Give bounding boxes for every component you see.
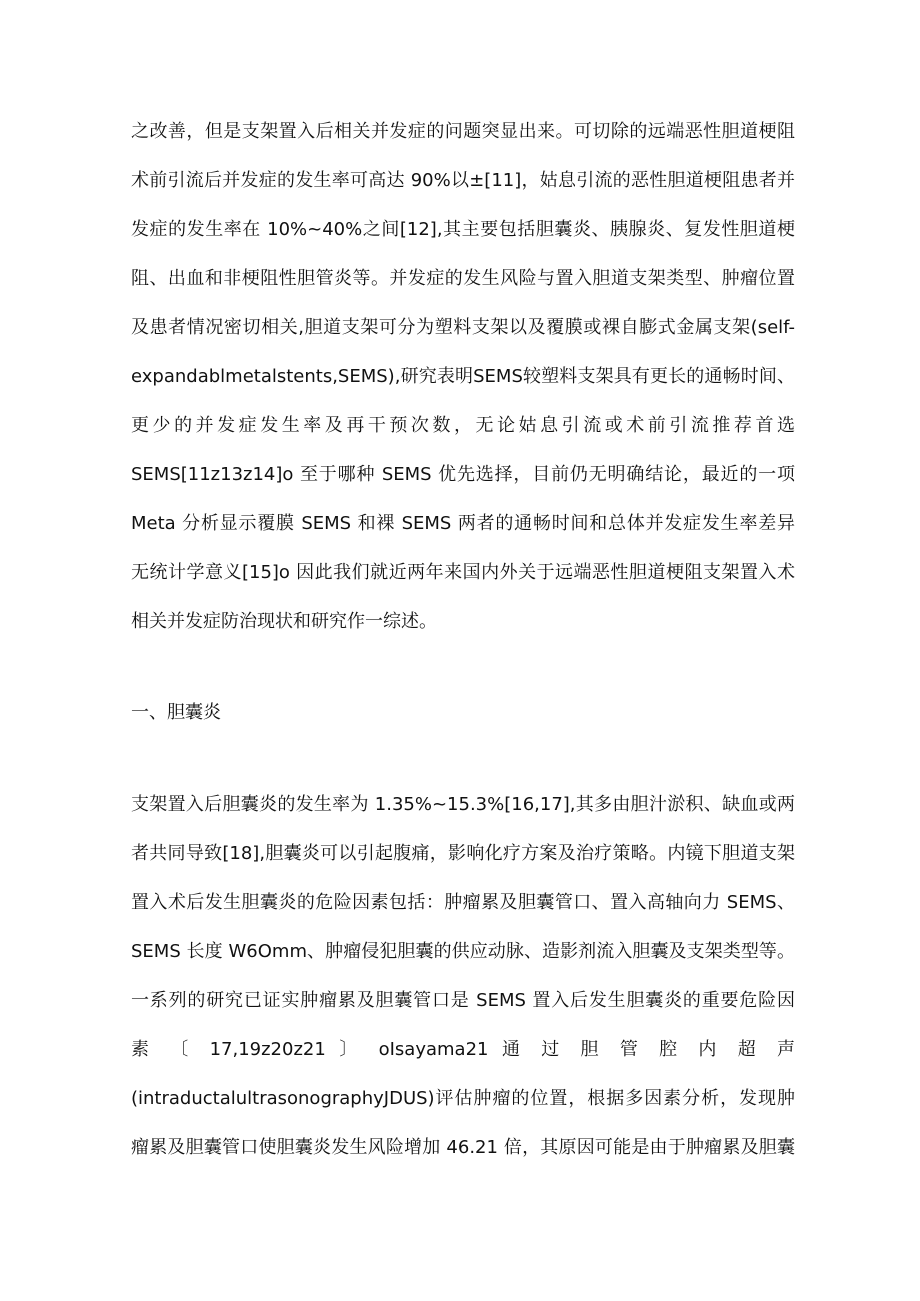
text-line: 无统计学意义[15]o 因此我们就近两年来国内外关于远端恶性胆道梗阻支架置入术 [131,562,795,583]
text-line: SEMS[11z13z14]o 至于哪种 SEMS 优先选择，目前仍无明确结论，最近的一项 [131,464,795,485]
text-line: 阻、出血和非梗阻性胆管炎等。并发症的发生风险与置入胆道支架类型、肿瘤位置 [131,268,795,289]
text-line: (intraductalultrasonographyJDUS)评估肿瘤的位置，根据多因素分析，发现肿 [131,1088,795,1109]
text-line: 者共同导致[18],胆囊炎可以引起腹痛，影响化疗方案及治疗策略。内镜下胆道支架 [131,843,795,864]
text-line: 术前引流后并发症的发生率可高达 90%以±[11]，姑息引流的恶性胆道梗阻患者并 [131,170,795,191]
text-line: 支架置入后胆囊炎的发生率为 1.35%~15.3%[16,17],其多由胆汁淤积、缺血或两 [131,794,795,815]
text-line: 一系列的研究已证实肿瘤累及胆囊管口是 SEMS 置入后发生胆囊炎的重要危险因 [131,990,795,1011]
text-line: expandablmetalstents,SEMS),研究表明SEMS较塑料支架具有更长的通畅时间、 [131,366,795,387]
text-line: 素 〔 17,19z20z21 〕 oIsayama21 通 过 胆 管 腔 内 超 声 [131,1039,795,1060]
text-line: 及患者情况密切相关,胆道支架可分为塑料支架以及覆膜或裸自膨式金属支架(self- [131,317,795,338]
section-heading: 一、胆囊炎 [131,702,221,723]
text-line: 之改善，但是支架置入后相关并发症的问题突显出来。可切除的远端恶性胆道梗阻 [131,121,795,142]
text-line: SEMS 长度 W6Omm、肿瘤侵犯胆囊的供应动脉、造影剂流入胆囊及支架类型等。 [131,941,795,962]
text-line: 更少的并发症发生率及再干预次数，无论姑息引流或术前引流推荐首选 [131,415,795,436]
text-line: 发症的发生率在 10%~40%之间[12],其主要包括胆囊炎、胰腺炎、复发性胆道梗 [131,219,795,240]
text-line: 相关并发症防治现状和研究作一综述。 [131,611,437,632]
text-line: 置入术后发生胆囊炎的危险因素包括：肿瘤累及胆囊管口、置入高轴向力 SEMS、 [131,892,795,913]
text-line: 瘤累及胆囊管口使胆囊炎发生风险增加 46.21 倍，其原因可能是由于肿瘤累及胆囊 [131,1137,795,1158]
text-line: Meta 分析显示覆膜 SEMS 和裸 SEMS 两者的通畅时间和总体并发症发生率差异 [131,513,795,534]
